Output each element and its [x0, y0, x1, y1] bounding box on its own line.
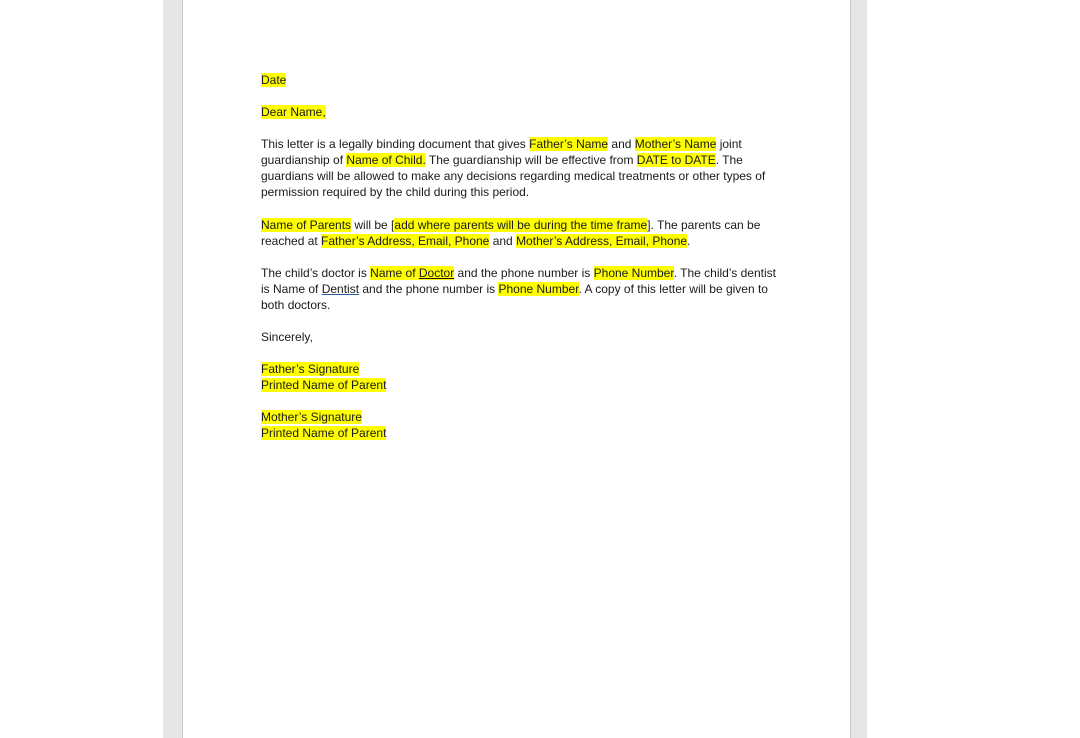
salutation-line — [261, 104, 781, 120]
father-name-placeholder: Father’s Name — [529, 137, 609, 152]
date-line — [261, 72, 781, 88]
text-run: and — [608, 137, 635, 152]
text-run: ]. The parents can be reached at — [261, 217, 761, 248]
mother-signature-placeholder: Mother’s Signature — [261, 410, 362, 425]
mother-name-placeholder: Mother’s Name — [634, 137, 717, 152]
text-run: This letter is a legally binding document that gives — [261, 137, 530, 152]
document-page[interactable] — [182, 0, 851, 738]
father-signature-placeholder: Father’s Signature — [261, 362, 360, 377]
mother-printed-name-placeholder: Printed Name of Parent — [261, 426, 387, 441]
closing-text: Sincerely, — [261, 330, 313, 345]
doctor-phone-placeholder: Phone Number — [593, 265, 674, 280]
text-run: . A copy of this letter will be given to both doctors. — [261, 281, 768, 312]
mother-contact-placeholder: Mother’s Address, Email, Phone — [516, 233, 688, 248]
text-run: . The child’s dentist is Name of — [261, 265, 776, 296]
text-run: and the phone number is — [454, 265, 594, 280]
parents-name-placeholder: Name of Parents — [261, 217, 352, 232]
father-signature-block — [261, 361, 781, 393]
text-run: . — [687, 233, 691, 248]
document-body[interactable] — [261, 72, 781, 458]
text-run: joint guardianship of — [261, 137, 742, 168]
text-run: will be [ — [351, 217, 395, 232]
dentist-phone-placeholder: Phone Number — [498, 281, 579, 296]
date-range-placeholder: DATE to DATE — [636, 153, 716, 168]
father-printed-name-placeholder: Printed Name of Parent — [261, 378, 387, 393]
doctor-word-underlined: Doctor — [418, 265, 455, 280]
salutation-placeholder: Dear Name, — [261, 105, 326, 120]
doctor-prefix: Name of — [370, 265, 419, 280]
guardianship-paragraph — [261, 136, 781, 200]
parents-location-placeholder: add where parents will be during the time frame — [394, 217, 648, 232]
text-run: The guardianship will be effective from — [425, 153, 637, 168]
text-run: The child’s doctor is — [261, 265, 371, 280]
dentist-word-underlined: Dentist — [321, 281, 360, 296]
child-name-placeholder: Name of Child. — [346, 153, 426, 168]
text-run: and the phone number is — [359, 281, 499, 296]
closing-line — [261, 329, 781, 345]
mother-signature-block — [261, 409, 781, 441]
text-run: and — [489, 233, 517, 248]
father-contact-placeholder: Father’s Address, Email, Phone — [321, 233, 490, 248]
parents-paragraph — [261, 217, 781, 249]
date-placeholder: Date — [261, 73, 287, 87]
text-run: . The guardians will be allowed to make any decisions regarding medical treatments or other types of permission required by the child during this period. — [261, 153, 766, 200]
doctor-paragraph — [261, 265, 781, 313]
doctor-name-placeholder — [370, 266, 454, 280]
